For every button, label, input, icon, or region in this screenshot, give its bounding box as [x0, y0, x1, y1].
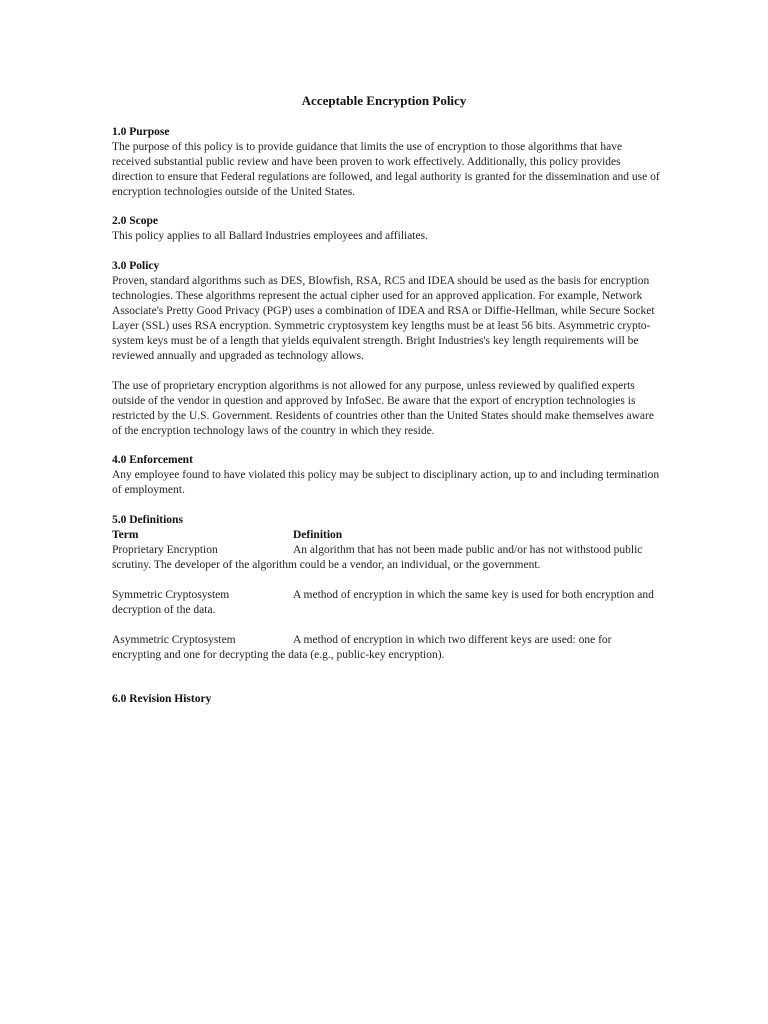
- section-revision-history: [112, 692, 660, 707]
- definitions-table-header: [112, 528, 660, 543]
- section-heading-revision-history: 6.0 Revision History: [112, 693, 212, 705]
- section-body-policy-paragraph-1: Proven, standard algorithms such as DES, Blowfish, RSA, RC5 and IDEA should be used as the basis for encryption technologies. These algorithms represent the actual cipher used for an approved application. For example, Network Associate's Pretty Good Privacy (PGP) uses a combination of IDEA and RSA or Diffie-Hellman, while Secure Socket Layer (SSL) uses RSA encryption. Symmetric cryptosystem key lengths must be at least 56 bits. Asymmetric crypto-system keys must be of a length that yields equivalent strength. Bright Industries's key length requirements will be reviewed annually and upgraded as technology allows.: [112, 275, 655, 362]
- section-body-policy-paragraph-2: The use of proprietary encryption algorithms is not allowed for any purpose, unless reviewed by qualified experts outside of the vendor in question and approved by InfoSec. Be aware that the export of encryption technologies is restricted by the U.S. Government. Residents of countries other than the United States should make themselves aware of the encryption technology laws of the country in which they reside.: [112, 380, 654, 437]
- section-heading-definitions: 5.0 Definitions: [112, 514, 183, 526]
- section-scope: [112, 214, 660, 244]
- section-definitions: [112, 513, 660, 663]
- document-title: Acceptable Encryption Policy: [301, 93, 467, 108]
- definition-term: Symmetric Cryptosystem: [112, 589, 230, 601]
- section-heading-scope: 2.0 Scope: [112, 215, 158, 227]
- definition-term: Proprietary Encryption: [112, 544, 218, 556]
- section-body-scope: This policy applies to all Ballard Industries employees and affiliates.: [112, 230, 428, 242]
- definition-text: A method of encryption in which two different keys are used: one for encrypting and one for decrypting the data (e.g., public-key encryption).: [112, 634, 612, 661]
- section-enforcement: [112, 453, 660, 498]
- definition-text: An algorithm that has not been made public and/or has not withstood public scrutiny. The developer of the algorithm could be a vendor, an individual, or the government.: [112, 544, 643, 571]
- definition-term: Asymmetric Cryptosystem: [112, 634, 236, 646]
- section-heading-enforcement: 4.0 Enforcement: [112, 454, 193, 466]
- section-heading-purpose: 1.0 Purpose: [112, 126, 170, 138]
- definition-column-header: Definition: [293, 529, 343, 541]
- section-purpose: [112, 125, 660, 200]
- section-body-enforcement: Any employee found to have violated this policy may be subject to disciplinary action, up to and including termination of employment.: [112, 469, 660, 496]
- definition-row: [112, 543, 660, 573]
- section-policy: [112, 259, 660, 439]
- definition-row: [112, 633, 660, 663]
- definition-text: A method of encryption in which the same key is used for both encryption and decryption of the data.: [112, 589, 654, 616]
- definition-row-spacer: [112, 573, 660, 588]
- term-column-header: Term: [112, 529, 139, 541]
- section-heading-policy: 3.0 Policy: [112, 260, 160, 272]
- definition-row-spacer: [112, 618, 660, 633]
- definition-row: [112, 588, 660, 618]
- definitions-table: [112, 528, 660, 663]
- section-body-purpose: The purpose of this policy is to provide guidance that limits the use of encryption to those algorithms that have received substantial public review and have been proven to work effectively. Additionally, this policy provides direction to ensure that Federal regulations are followed, and legal authority is granted for the dissemination and use of encryption technologies outside of the United States.: [112, 141, 660, 198]
